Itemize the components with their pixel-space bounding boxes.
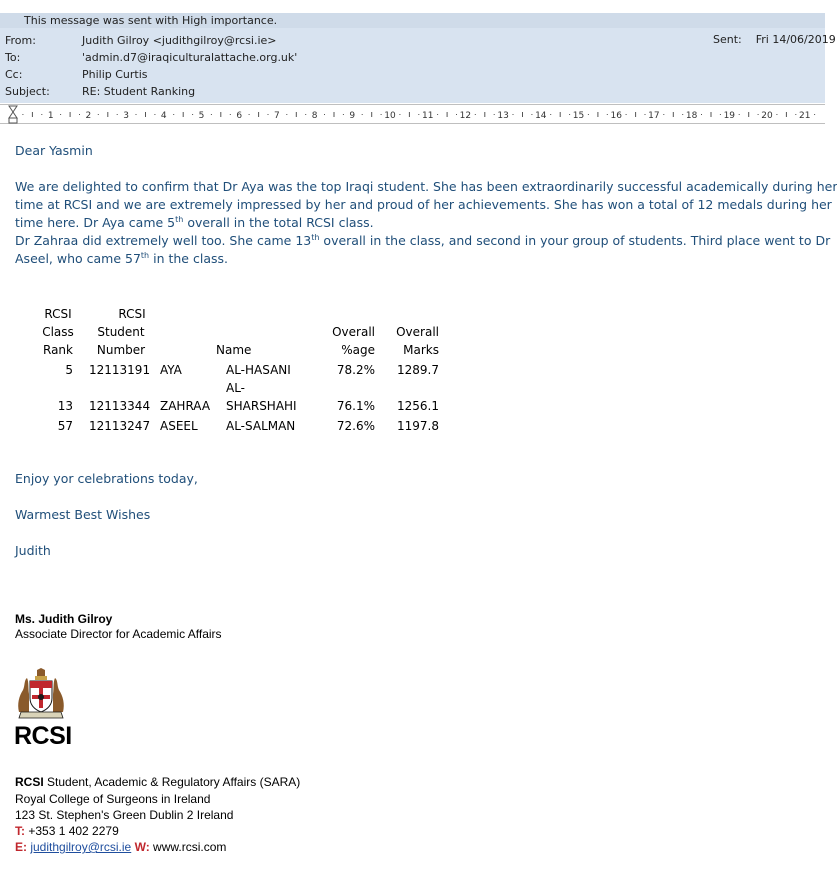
ruler-tick [758, 114, 759, 115]
ruler-number: 16 [610, 111, 622, 121]
web-value: www.rcsi.com [149, 840, 227, 854]
ruler-tick [560, 112, 561, 117]
row-3-number: 12113247 [89, 419, 151, 433]
subject-value: RE: Student Ranking [82, 85, 196, 98]
ruler-tick [597, 112, 598, 117]
ruler-tick [663, 114, 664, 115]
ruler-tick [776, 114, 777, 115]
ruler-tick [145, 112, 146, 117]
ruler-tick [635, 112, 636, 117]
p2-line2-a: Aseel, who came 57 [15, 251, 141, 266]
paragraph-1-line-2: time at RCSI and we are extremely impressed by her and proud of her achievements. She has won a total of 12 medals during her [15, 197, 832, 212]
ruler-number: 14 [535, 111, 547, 121]
paragraph-1-line-3 [15, 215, 374, 230]
ruler-tick [437, 114, 438, 115]
row-2-last-a: AL- [226, 381, 246, 395]
ruler-tick [220, 112, 221, 117]
ruler-number: 9 [349, 111, 356, 121]
row-3-last: AL-SALMAN [226, 419, 296, 433]
header-name: Name [216, 343, 252, 357]
ruler-tick [748, 112, 749, 117]
p2-line1-sup: th [311, 232, 320, 242]
p2-line2-b: in the class. [149, 251, 228, 266]
ruler-tick [720, 114, 721, 115]
signature-address: 123 St. Stephen's Green Dublin 2 Ireland [15, 808, 234, 822]
ruler-tick [682, 114, 683, 115]
ruler-number: 1 [47, 111, 54, 121]
ruler-tick [286, 114, 287, 115]
ruler-scale [0, 105, 825, 125]
left-indent-marker[interactable] [9, 118, 17, 123]
sent-value: Fri 14/06/2019 [755, 33, 836, 46]
ruler-tick [786, 112, 787, 117]
ruler-tick [814, 114, 815, 115]
to-label: To: [5, 51, 21, 64]
header-rank-1: RCSI [44, 307, 72, 321]
ruler-number: 4 [160, 111, 167, 121]
ruler-tick [70, 112, 71, 117]
ruler-tick [324, 114, 325, 115]
ruler-tick [513, 114, 514, 115]
row-1-rank: 5 [65, 363, 73, 377]
row-1-last: AL-HASANI [226, 363, 291, 377]
ruler-tick [98, 114, 99, 115]
row-3-first: ASEEL [160, 419, 198, 433]
ruler-tick [626, 114, 627, 115]
p2-line1-b: overall in the class, and second in your group of students. Third place went to Dr [319, 233, 831, 248]
ruler-tick [117, 114, 118, 115]
web-label: W: [134, 840, 150, 854]
ruler-number: 12 [459, 111, 472, 121]
paragraph-1-line-1: We are delighted to confirm that Dr Aya was the top Iraqi student. She has been extraordinarily successful academically during her [15, 179, 837, 194]
ruler-tick [183, 112, 184, 117]
ruler-tick [381, 114, 382, 115]
ruler-number: 11 [421, 111, 434, 121]
email-label: E: [15, 840, 27, 854]
ruler-tick [22, 114, 23, 115]
p1-line3-end: overall in the total RCSI class. [183, 215, 374, 230]
row-3-pct: 72.6% [336, 419, 375, 433]
from-value[interactable]: Judith Gilroy <judithgilroy@rcsi.ie> [82, 34, 277, 47]
ruler-tick [522, 112, 523, 117]
ruler-tick [409, 112, 410, 117]
row-1-first: AYA [160, 363, 182, 377]
rcsi-logo-text: RCSI [14, 722, 72, 750]
ruler-tick [305, 114, 306, 115]
cc-value[interactable]: Philip Curtis [82, 68, 148, 81]
ruler-tick [399, 114, 400, 115]
header-marks-1: Overall [396, 325, 439, 339]
ruler-tick [154, 114, 155, 115]
ruler-tick [343, 114, 344, 115]
row-2-first: ZAHRAA [160, 399, 211, 413]
ruler-tick [795, 114, 796, 115]
ruler[interactable] [0, 104, 825, 124]
paragraph-2-line-1 [15, 233, 830, 248]
header-pct-1: Overall [332, 325, 375, 339]
ruler-tick [531, 114, 532, 115]
ruler-number: 7 [274, 111, 280, 121]
ruler-tick [550, 114, 551, 115]
closing-line-1: Enjoy yor celebrations today, [15, 471, 198, 486]
signature-department [15, 775, 300, 789]
signature-phone [15, 824, 119, 838]
paragraph-2-line-2 [15, 251, 228, 266]
header-fields [0, 28, 836, 103]
ruler-number: 20 [761, 111, 773, 121]
ruler-number: 8 [311, 111, 318, 121]
ruler-number: 19 [723, 111, 736, 121]
row-2-pct: 76.1% [336, 399, 375, 413]
ruler-number: 6 [236, 111, 243, 121]
ruler-tick [296, 112, 297, 117]
signature-name: Ms. Judith Gilroy [15, 612, 113, 626]
ruler-tick [484, 112, 485, 117]
ruler-tick [607, 114, 608, 115]
ruler-tick [456, 114, 457, 115]
ruler-tick [136, 114, 137, 115]
ruler-tick [673, 112, 674, 117]
header-rank-2: Class [42, 325, 74, 339]
ruler-tick [588, 114, 589, 115]
header-number-2: Student [97, 325, 145, 339]
ruler-ticks [22, 111, 815, 121]
row-1-marks: 1289.7 [397, 363, 439, 377]
ruler-number: 3 [123, 111, 129, 121]
closing-line-2: Warmest Best Wishes [15, 507, 151, 522]
header-rank-3: Rank [43, 343, 73, 357]
subject-label: Subject: [5, 85, 50, 98]
p2-line1-a: Dr Zahraa did extremely well too. She came 13 [15, 233, 312, 248]
ruler-number: 2 [85, 111, 92, 121]
ruler-tick [334, 112, 335, 117]
header-marks-2: Marks [403, 343, 439, 357]
ruler-tick [371, 112, 372, 117]
p2-line2-sup: th [140, 250, 150, 260]
sent-field [713, 33, 836, 46]
row-3-marks: 1197.8 [397, 419, 439, 433]
ruler-tick [418, 114, 419, 115]
ruler-tick [447, 112, 448, 117]
ruler-tick [60, 114, 61, 115]
ruler-tick [230, 114, 231, 115]
phone-value: +353 1 402 2279 [25, 824, 119, 838]
ruler-tick [268, 114, 269, 115]
row-2-last-b: SHARSHAHI [226, 399, 297, 413]
to-value[interactable]: 'admin.d7@iraqiculturalattache.org.uk' [82, 51, 298, 64]
ruler-number: 15 [572, 111, 585, 121]
ruler-number: 17 [648, 111, 660, 121]
row-2-marks: 1256.1 [397, 399, 439, 413]
importance-banner: This message was sent with High importance. [0, 13, 825, 28]
ruler-tick [645, 114, 646, 115]
signature-college: Royal College of Surgeons in Ireland [15, 792, 211, 806]
ruler-tick [711, 112, 712, 117]
ruler-number: 21 [798, 111, 811, 121]
rcsi-crest-icon [15, 668, 67, 722]
ruler-tick [475, 114, 476, 115]
row-3-rank: 57 [57, 419, 73, 433]
row-1-pct: 78.2% [336, 363, 375, 377]
ruler-tick [32, 112, 33, 117]
hanging-indent-marker[interactable] [9, 112, 17, 118]
ruler-tick [494, 114, 495, 115]
ruler-tick [173, 114, 174, 115]
closing-line-3: Judith [15, 543, 51, 558]
signature-role: Associate Director for Academic Affairs [15, 627, 222, 641]
ruler-tick [249, 114, 250, 115]
header-pct-2: %age [341, 343, 375, 357]
p1-line3-sup: th [175, 214, 184, 224]
ruler-number: 5 [198, 111, 205, 121]
ruler-tick [739, 114, 740, 115]
ruler-number: 13 [497, 111, 509, 121]
ruler-tick [362, 114, 363, 115]
ruler-number: 18 [685, 111, 698, 121]
p1-line3-text: time here. Dr Aya came 5 [15, 215, 176, 230]
department-bold: RCSI [15, 775, 44, 789]
row-1-number: 12113191 [89, 363, 151, 377]
header-number-1: RCSI [118, 307, 146, 321]
row-2-rank: 13 [57, 399, 73, 413]
email-link[interactable]: judithgilroy@rcsi.ie [30, 840, 132, 854]
ruler-tick [701, 114, 702, 115]
ruler-tick [569, 114, 570, 115]
sent-label: Sent: [713, 33, 742, 46]
ruler-tick [258, 112, 259, 117]
ruler-tick [41, 114, 42, 115]
row-2-number: 12113344 [89, 399, 151, 413]
ruler-tick [79, 114, 80, 115]
department-rest: Student, Academic & Regulatory Affairs (SARA) [43, 775, 301, 789]
ruler-tick [211, 114, 212, 115]
signature-contact [15, 840, 226, 854]
cc-label: Cc: [5, 68, 23, 81]
from-label: From: [5, 34, 36, 47]
message-header [0, 0, 836, 104]
header-number-3: Number [96, 343, 146, 357]
phone-label: T: [15, 824, 25, 838]
greeting: Dear Yasmin [15, 143, 93, 158]
ruler-tick [192, 114, 193, 115]
ruler-tick [107, 112, 108, 117]
ruler-number: 10 [384, 111, 396, 121]
